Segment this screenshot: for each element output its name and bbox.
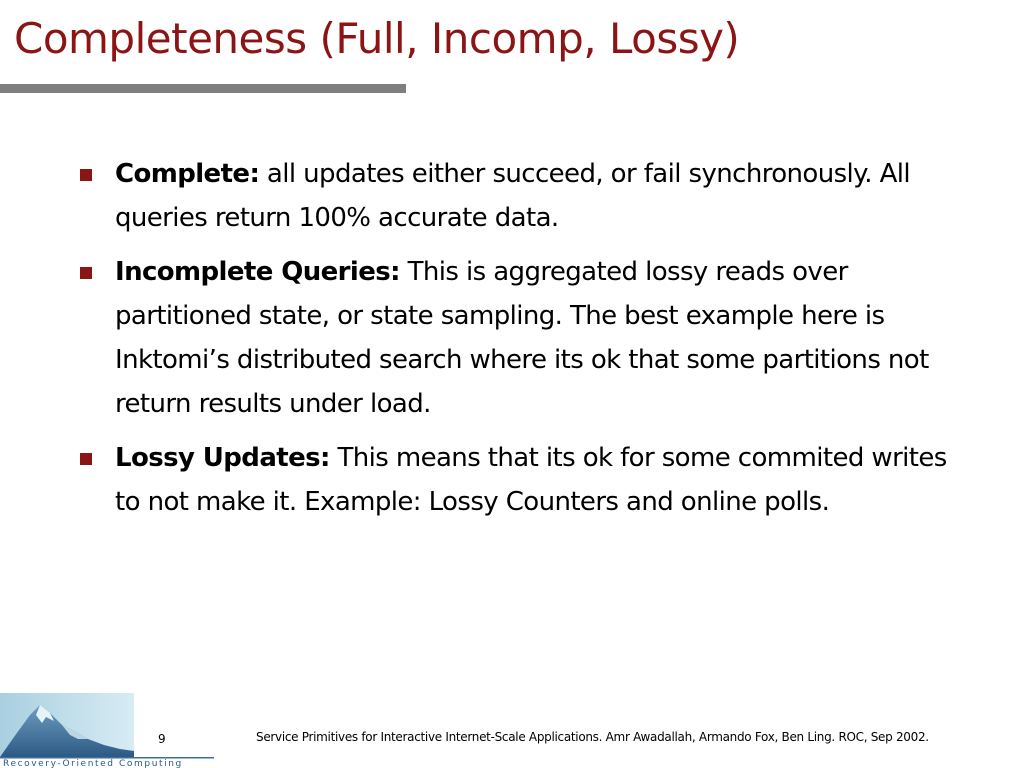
square-bullet-icon [80, 453, 92, 465]
bullet-term: Lossy Updates: [115, 443, 330, 473]
bullet-item-incomplete-queries [80, 250, 960, 426]
footer-citation: Service Primitives for Interactive Internet-Scale Applications. Amr Awadallah, Armando Fox, Ben Ling. ROC, Sep 2002. [256, 730, 929, 744]
slide-title: Completeness (Full, Incomp, Lossy) [14, 14, 740, 63]
page-number: 9 [158, 732, 166, 746]
bullet-text: This means that its ok for some commited writes to not make it. Example: Lossy Counters and online polls. [115, 443, 947, 517]
bullet-item-lossy-updates [80, 436, 960, 524]
square-bullet-icon [80, 169, 92, 181]
bullet-list [80, 152, 960, 534]
roc-logo [0, 693, 214, 768]
square-bullet-icon [80, 267, 92, 279]
bullet-item-complete [80, 152, 960, 240]
bullet-term: Incomplete Queries: [115, 257, 400, 287]
bullet-text: This is aggregated lossy reads over partitioned state, or state sampling. The best example here is Inktomi’s distributed search where its ok that some partitions not return results under load. [115, 257, 929, 419]
bullet-term: Complete: [115, 159, 260, 189]
logo-text: Recovery-Oriented Computing [3, 759, 183, 768]
title-underline-bar [0, 84, 406, 93]
bullet-text: all updates either succeed, or fail synchronously. All queries return 100% accurate data. [115, 159, 911, 233]
